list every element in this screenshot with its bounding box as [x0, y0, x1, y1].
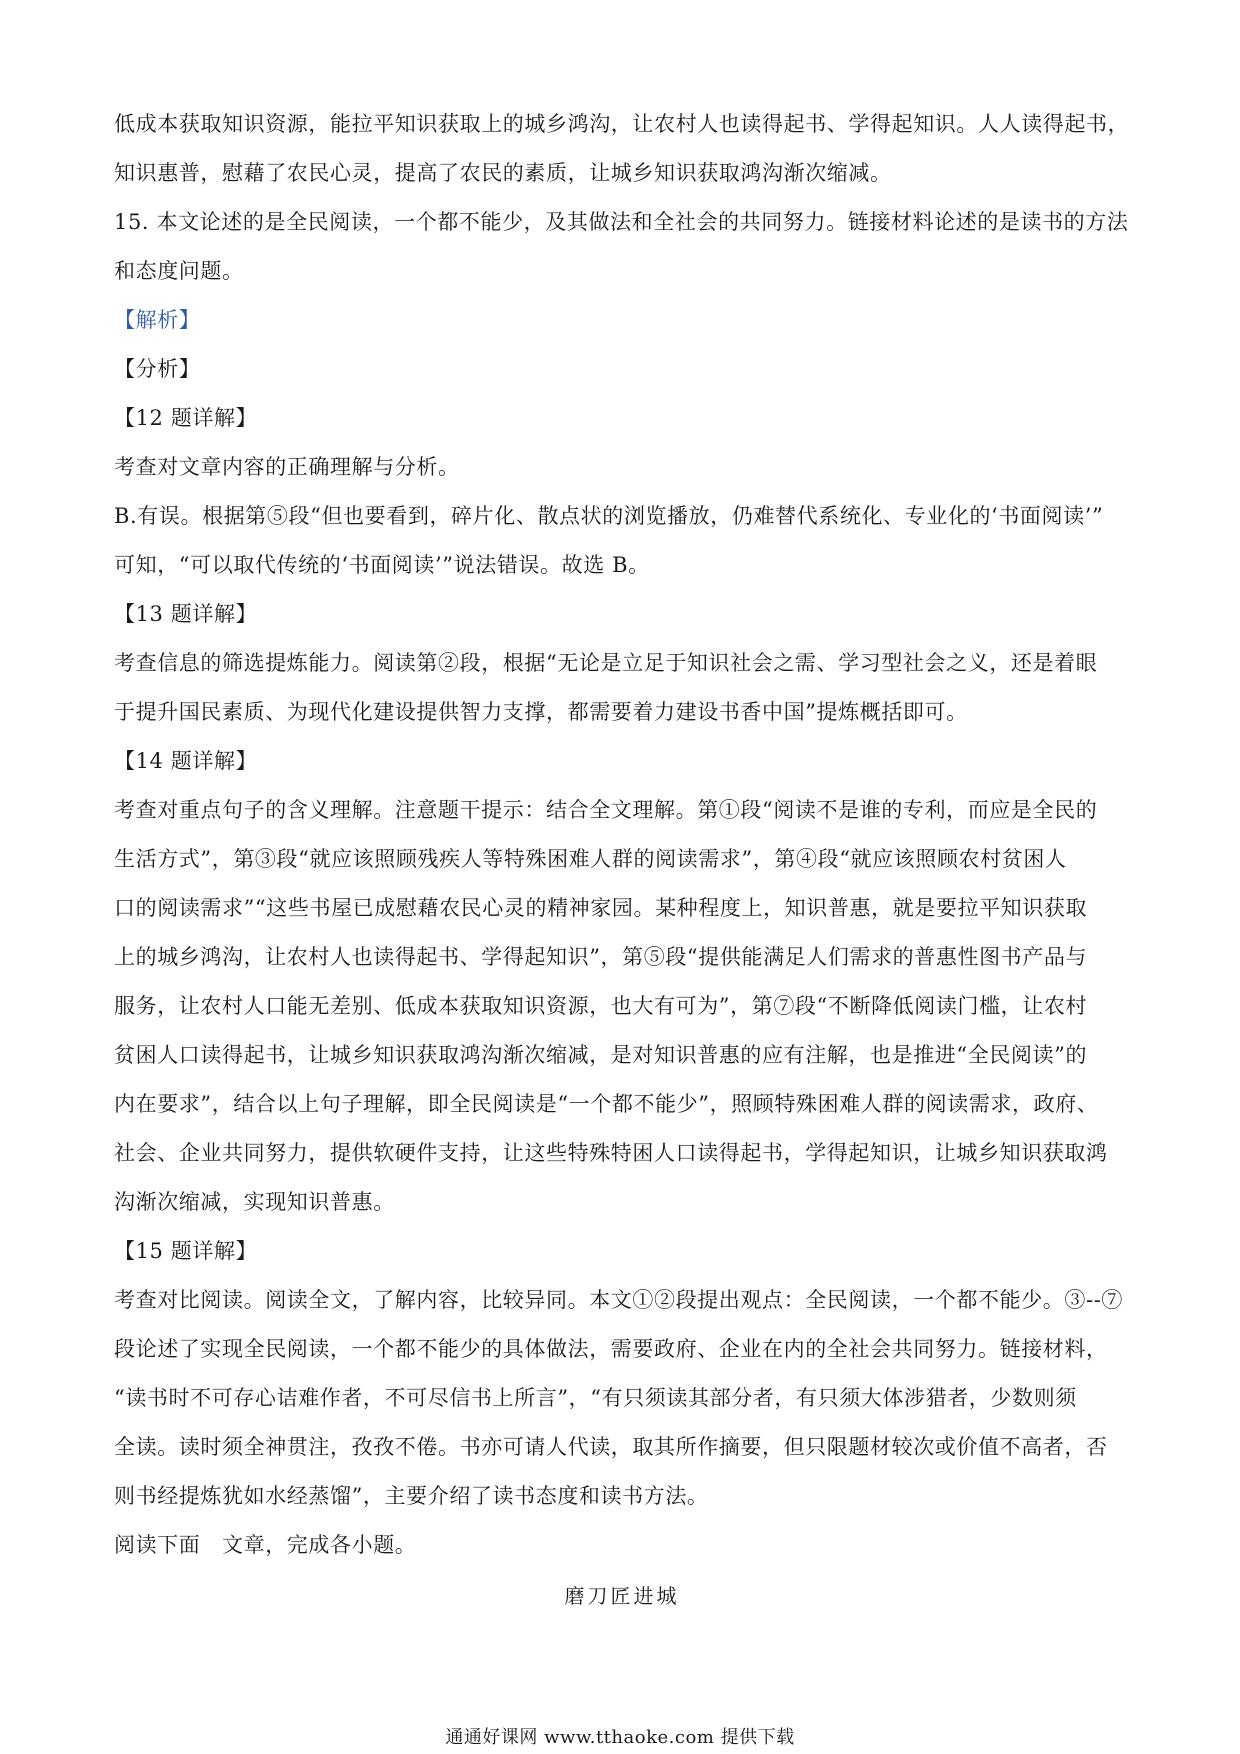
- text-line: 和态度问题。: [114, 259, 244, 283]
- story-title: 磨刀匠进城: [564, 1584, 680, 1608]
- text-line: 段论述了实现全民阅读，一个都不能少的具体做法，需要政府、企业在内的全社会共同努力。链接材料，: [114, 1337, 1108, 1361]
- text-line: 贫困人口读得起书，让城乡知识获取鸿沟渐次缩减，是对知识普惠的应有注解，也是推进“全民阅读”的: [114, 1043, 1088, 1067]
- text-line: 知识惠普，慰藉了农民心灵，提高了农民的素质，让城乡知识获取鸿沟渐次缩减。: [114, 161, 892, 185]
- section-label-jiexi: 【解析】: [114, 308, 201, 332]
- section-label-fenxi: 【分析】: [114, 357, 201, 381]
- reading-instruction: 阅读下面 文章，完成各小题。: [114, 1533, 417, 1557]
- text-line: 沟渐次缩减，实现知识普惠。: [114, 1190, 395, 1214]
- text-line: “读书时不可存心诘难作者，不可尽信书上所言”，“有只须读其部分者，有只须大体涉猎者，少数则须: [114, 1386, 1077, 1410]
- text-line: 考查对重点句子的含义理解。注意题干提示：结合全文理解。第①段“阅读不是谁的专利，而应是全民的: [114, 798, 1098, 822]
- text-line: 口的阅读需求”“这些书屋已成慰藉农民心灵的精神家园。某种程度上，知识普惠，就是要拉平知识获取: [114, 896, 1088, 920]
- text-line: 上的城乡鸿沟，让农村人也读得起书、学得起知识”，第⑤段“提供能满足人们需求的普惠性图书产品与: [114, 945, 1088, 969]
- text-line: 内在要求”，结合以上句子理解，即全民阅读是“一个都不能少”，照顾特殊困难人群的阅读需求，政府、: [114, 1092, 1099, 1116]
- text-line: 则书经提炼犹如水经蒸馏”，主要介绍了读书态度和读书方法。: [114, 1484, 709, 1508]
- text-line: B.有误。根据第⑤段“但也要看到，碎片化、散点状的浏览播放，仍难替代系统化、专业化的‘书面阅读’”: [114, 504, 1104, 528]
- text-line: 生活方式”，第③段“就应该照顾残疾人等特殊困难人群的阅读需求”，第④段“就应该照顾农村贫困人: [114, 847, 1067, 871]
- text-line: 可知，“可以取代传统的‘书面阅读’”说法错误。故选 B。: [114, 553, 650, 577]
- text-line: 考查对文章内容的正确理解与分析。: [114, 455, 460, 479]
- text-line: 社会、企业共同努力，提供软硬件支持，让这些特殊特困人口读得起书，学得起知识，让城乡知识获取鸿: [114, 1141, 1108, 1165]
- answer-15: 15. 本文论述的是全民阅读，一个都不能少，及其做法和全社会的共同努力。链接材料论述的是读书的方法: [114, 210, 1129, 234]
- footer-watermark: 通通好课网 www.tthaoke.com 提供下载: [445, 1727, 795, 1748]
- heading-q14: 【14 题详解】: [114, 749, 258, 773]
- text-line: 考查信息的筛选提炼能力。阅读第②段，根据“无论是立足于知识社会之需、学习型社会之义，还是着眼: [114, 651, 1098, 675]
- text-line: 全读。读时须全神贯注，孜孜不倦。书亦可请人代读，取其所作摘要，但只限题材较次或价值不高者，否: [114, 1435, 1108, 1459]
- heading-q12: 【12 题详解】: [114, 406, 258, 430]
- heading-q15: 【15 题详解】: [114, 1239, 258, 1263]
- text-line: 考查对比阅读。阅读全文，了解内容，比较异同。本文①②段提出观点：全民阅读，一个都不能少。③--⑦: [114, 1288, 1123, 1312]
- text-line: 于提升国民素质、为现代化建设提供智力支撑，都需要着力建设书香中国”提炼概括即可。: [114, 700, 968, 724]
- text-line: 低成本获取知识资源，能拉平知识获取上的城乡鸿沟，让农村人也读得起书、学得起知识。人人读得起书，: [114, 112, 1130, 136]
- heading-q13: 【13 题详解】: [114, 602, 258, 626]
- document-page: [114, 100, 1130, 1621]
- text-line: 服务，让农村人口能无差别、低成本获取知识资源，也大有可为”，第⑦段“不断降低阅读门槛，让农村: [114, 994, 1088, 1018]
